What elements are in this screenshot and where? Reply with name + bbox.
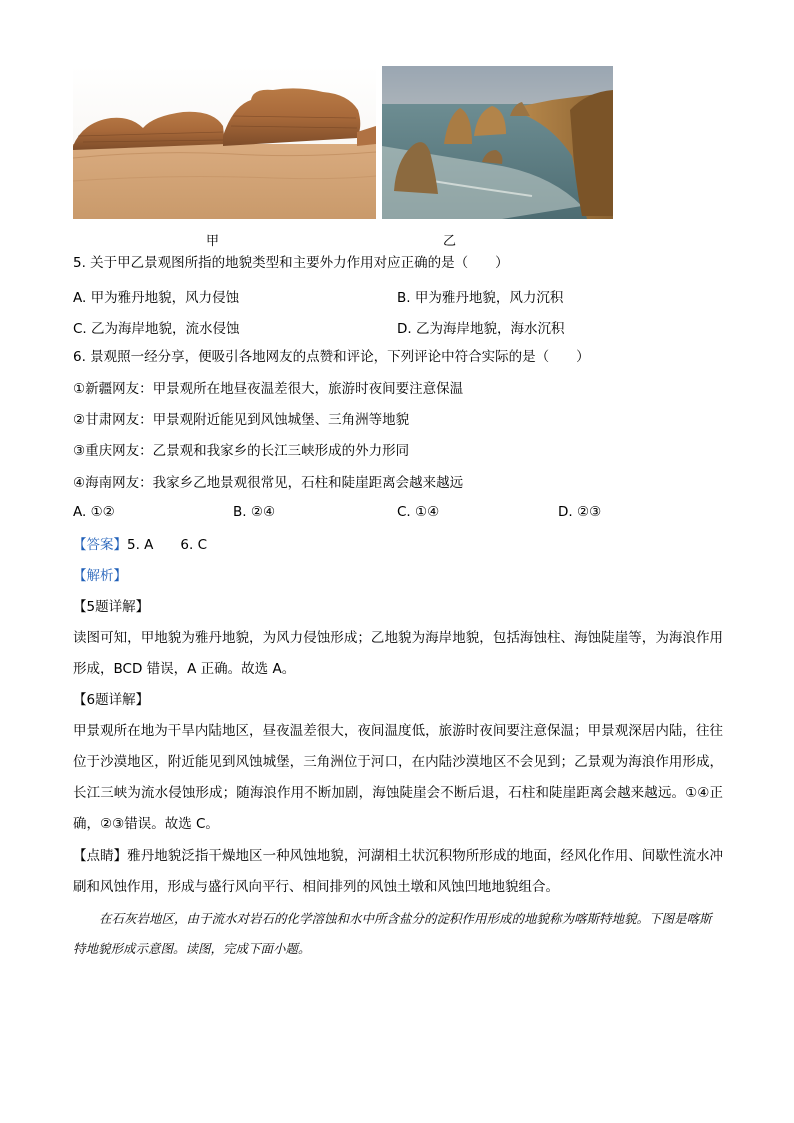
- q6-option-d: D. ②③: [558, 504, 602, 520]
- detail5-text: 读图可知，甲地貌为雅丹地貌，为风力侵蚀形成；乙地貌为海岸地貌，包括海蚀柱、海蚀陡崖等，为海浪作用形成，BCD 错误，A 正确。故选 A。: [73, 630, 723, 677]
- answer-label: 【答案】: [73, 537, 127, 553]
- answer-text: 5. A 6. C: [127, 537, 208, 553]
- sea-stack-photo: [382, 66, 613, 219]
- q6-option-b: B. ②④: [233, 504, 276, 520]
- q6-comment-1: ①新疆网友：甲景观所在地昼夜温差很大，旅游时夜间要注意保温: [73, 381, 464, 397]
- q6-comment-4: ④海南网友：我家乡乙地景观很常见，石柱和陡崖距离会越来越远: [73, 475, 464, 491]
- q6-stem: 6. 景观照一经分享，便吸引各地网友的点赞和评论，下列评论中符合实际的是（ ）: [73, 349, 590, 365]
- answer-line: [73, 535, 207, 555]
- tip-text: 雅丹地貌泛指干燥地区一种风蚀地貌，河湖相土状沉积物所形成的地面，经风化作用、间歇性流水冲刷和风蚀作用，形成与盛行风向平行、相间排列的风蚀土墩和风蚀凹地地貌组合。: [73, 848, 724, 895]
- q6-comment-3: ③重庆网友：乙景观和我家乡的长江三峡形成的外力形同: [73, 443, 410, 459]
- q5-option-a: A. 甲为雅丹地貌，风力侵蚀: [73, 290, 240, 306]
- detail5-label: 【5题详解】: [73, 599, 150, 615]
- q5-option-b: B. 甲为雅丹地貌，风力沉积: [397, 290, 564, 306]
- analysis-label: 【解析】: [73, 568, 127, 584]
- detail6-text: 甲景观所在地为干旱内陆地区，昼夜温差很大，夜间温度低，旅游时夜间要注意保温；甲景观深居内陆，往往位于沙漠地区，附近能见到风蚀城堡，三角洲位于河口，在内陆沙漠地区不会见到；乙景观为海浪作用形成，长江三峡为流水侵蚀形成；随海浪作用不断加剧，海蚀陡崖会不断后退，石柱和陡崖距离会越来越远。①④正确，②③错误。故选 C。: [73, 723, 723, 832]
- tip-label: 【点睛】: [73, 848, 128, 864]
- next-question-intro: 在石灰岩地区，由于流水对岩石的化学溶蚀和水中所含盐分的淀积作用形成的地貌称为喀斯特地貌。下图是喀斯特地貌形成示意图。读图，完成下面小题。: [73, 911, 712, 956]
- q5-stem: 5. 关于甲乙景观图所指的地貌类型和主要外力作用对应正确的是（ ）: [73, 255, 509, 271]
- q6-option-c: C. ①④: [397, 504, 440, 520]
- caption-jia: 甲: [206, 234, 220, 249]
- q5-option-d: D. 乙为海岸地貌，海水沉积: [397, 321, 565, 337]
- caption-yi: 乙: [443, 234, 457, 249]
- detail6-label: 【6题详解】: [73, 692, 150, 708]
- yardang-photo: [73, 66, 376, 219]
- tip-block: [73, 841, 723, 903]
- q6-comment-2: ②甘肃网友：甲景观附近能见到风蚀城堡、三角洲等地貌: [73, 412, 410, 428]
- q5-option-c: C. 乙为海岸地貌，流水侵蚀: [73, 321, 240, 337]
- q6-option-a: A. ①②: [73, 504, 115, 520]
